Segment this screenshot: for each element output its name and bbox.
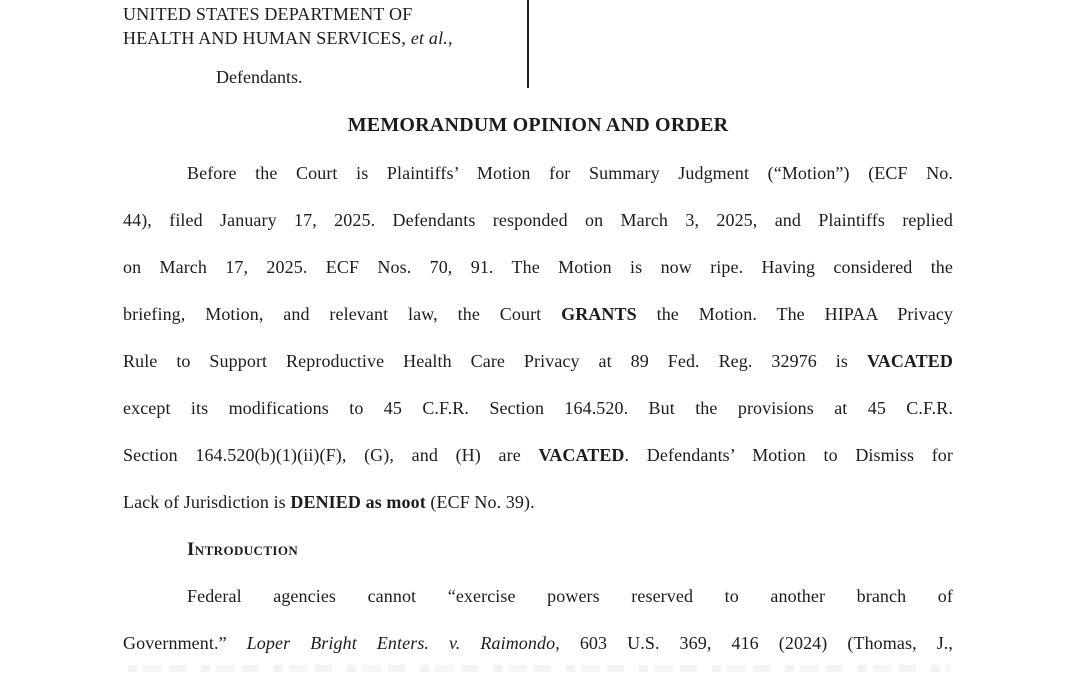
caption-party-role: Defendants. <box>216 67 303 87</box>
text-line <box>123 291 953 338</box>
clipped-text-line <box>128 665 950 672</box>
text-segment: Before the Court is Plaintiffs’ Motion for Summary Judgment (“Motion”) (ECF No. <box>187 163 953 183</box>
text-segment: (ECF No. 39). <box>425 492 535 512</box>
text-line <box>123 197 953 244</box>
text-line <box>123 26 518 50</box>
opinion-paragraph <box>123 573 953 667</box>
text-line <box>123 479 953 526</box>
text-line <box>123 150 953 197</box>
text-line <box>123 244 953 291</box>
memorandum-heading: MEMORANDUM OPINION AND ORDER <box>347 114 729 136</box>
bold-text: GRANTS <box>561 304 637 324</box>
text-line <box>123 338 953 385</box>
text-segment: , 603 U.S. 369, 416 (2024) (Thomas, J., <box>555 633 953 653</box>
text-segment: Rule to Support Reproductive Health Care Privacy at 89 Fed. Reg. 32976 is <box>123 351 867 371</box>
text-segment: UNITED STATES DEPARTMENT OF <box>123 4 413 24</box>
italic-text: et al., <box>410 28 453 48</box>
text-segment: Government.” <box>123 633 247 653</box>
text-segment: except its modifications to 45 C.F.R. Section 164.520. But the provisions at 45 C.F.R. <box>123 398 953 418</box>
italic-text: Loper Bright Enters. v. Raimondo <box>246 633 556 653</box>
text-segment: Section 164.520(b)(1)(ii)(F), (G), and (H) are <box>123 445 539 465</box>
text-line <box>123 2 518 26</box>
section-heading: Introduction <box>187 539 299 560</box>
text-segment: HEALTH AND HUMAN SERVICES, <box>123 28 411 48</box>
text-segment: the Motion. The HIPAA Privacy <box>636 304 953 324</box>
document-body <box>123 150 953 667</box>
bold-text: DENIED as moot <box>290 492 426 512</box>
caption-divider-rule <box>527 0 529 88</box>
text-line <box>123 620 953 667</box>
text-segment: 44), filed January 17, 2025. Defendants responded on March 3, 2025, and Plaintiffs replied <box>123 210 953 230</box>
text-segment: on March 17, 2025. ECF Nos. 70, 91. The Motion is now ripe. Having considered the <box>123 257 953 277</box>
text-segment: briefing, Motion, and relevant law, the Court <box>123 304 562 324</box>
text-segment: Federal agencies cannot “exercise powers reserved to another branch of <box>187 586 953 606</box>
text-line <box>123 573 953 620</box>
opinion-paragraph <box>123 150 953 526</box>
text-line <box>123 385 953 432</box>
bold-text: VACATED <box>538 445 625 465</box>
bold-text: VACATED <box>866 351 953 371</box>
text-segment: . Defendants’ Motion to Dismiss for <box>624 445 953 465</box>
text-line <box>123 432 953 479</box>
text-segment: Lack of Jurisdiction is <box>123 492 291 512</box>
caption-party-names <box>123 2 518 50</box>
